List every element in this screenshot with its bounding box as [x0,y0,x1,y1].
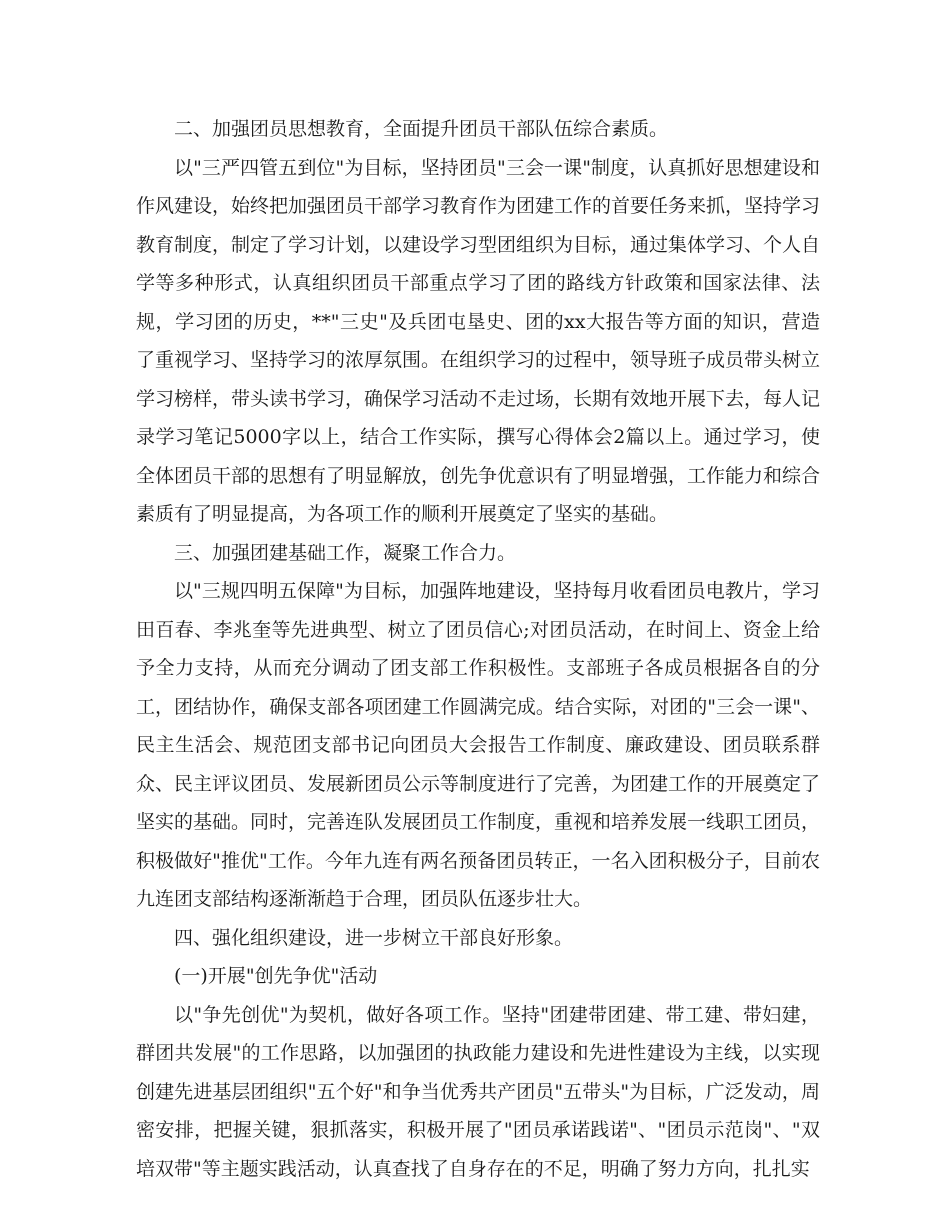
paragraph: 以"三规四明五保障"为目标，加强阵地建设，坚持每月收看团员电教片，学习田百春、李兆奎等先进典型、树立了团员信心;对团员活动，在时间上、资金上给予全力支持，从而充分调动了团支部工作积极性。支部班子各成员根据各自的分工，团结协作，确保支部各项团建工作圆满完成。结合实际，对团的"三会一课"、民主生活会、规范团支部书记向团员大会报告工作制度、廉政建设、团员联系群众、民主评议团员、发展新团员公示等制度进行了完善，为团建工作的开展奠定了坚实的基础。同时，完善连队发展团员工作制度，重视和培养发展一线职工团员，积极做好"推优"工作。今年九连有两名预备团员转正，一名入团积极分子，目前农九连团支部结构逐渐渐趋于合理，团员队伍逐步壮大。 [136,580,821,910]
section-heading-4: 四、强化组织建设，进一步树立干部良好形象。 [174,926,574,949]
section-heading-3: 三、加强团建基础工作，凝聚工作合力。 [174,541,517,564]
section-heading-2: 二、加强团员思想教育，全面提升团员干部队伍综合素质。 [174,118,669,140]
paragraph: 以"争先创优"为契机，做好各项工作。坚持"团建带团建、带工建、带妇建，群团共发展"的工作思路，以加强团的执政能力建设和先进性建设为主线，以实现创建先进基层团组织"五个好"和争当优秀共产团员"五带头"为目标，广泛发动，周密安排，把握关键，狠抓落实，积极开展了"团员承诺践诺"、"团员示范岗"、"双培双带"等主题实践活动，认真查找了自身存在的不足，明确了努力方向，扎扎实 [136,1003,820,1180]
paragraph: 以"三严四管五到位"为目标，坚持团员"三会一课"制度，认真抓好思想建设和作风建设，始终把加强团员干部学习教育作为团建工作的首要任务来抓，坚持学习教育制度，制定了学习计划，以建设学习型团组织为目标，通过集体学习、个人自学等多种形式，认真组织团员干部重点学习了团的路线方针政策和国家法律、法规，学习团的历史，**"三史"及兵团屯垦史、团的xx大报告等方面的知识，营造了重视学习、坚持学习的浓厚氛围。在组织学习的过程中，领导班子成员带头树立学习榜样，带头读书学习，确保学习活动不走过场，长期有效地开展下去，每人记录学习笔记5000字以上，结合工作实际，撰写心得体会2篇以上。通过学习，使全体团员干部的思想有了明显解放，创先争优意识有了明显增强，工作能力和综合素质有了明显提高，为各项工作的顺利开展奠定了坚实的基础。 [136,156,821,525]
subsection-heading: (一)开展"创先争优"活动 [174,965,378,987]
document-body [136,110,820,1188]
